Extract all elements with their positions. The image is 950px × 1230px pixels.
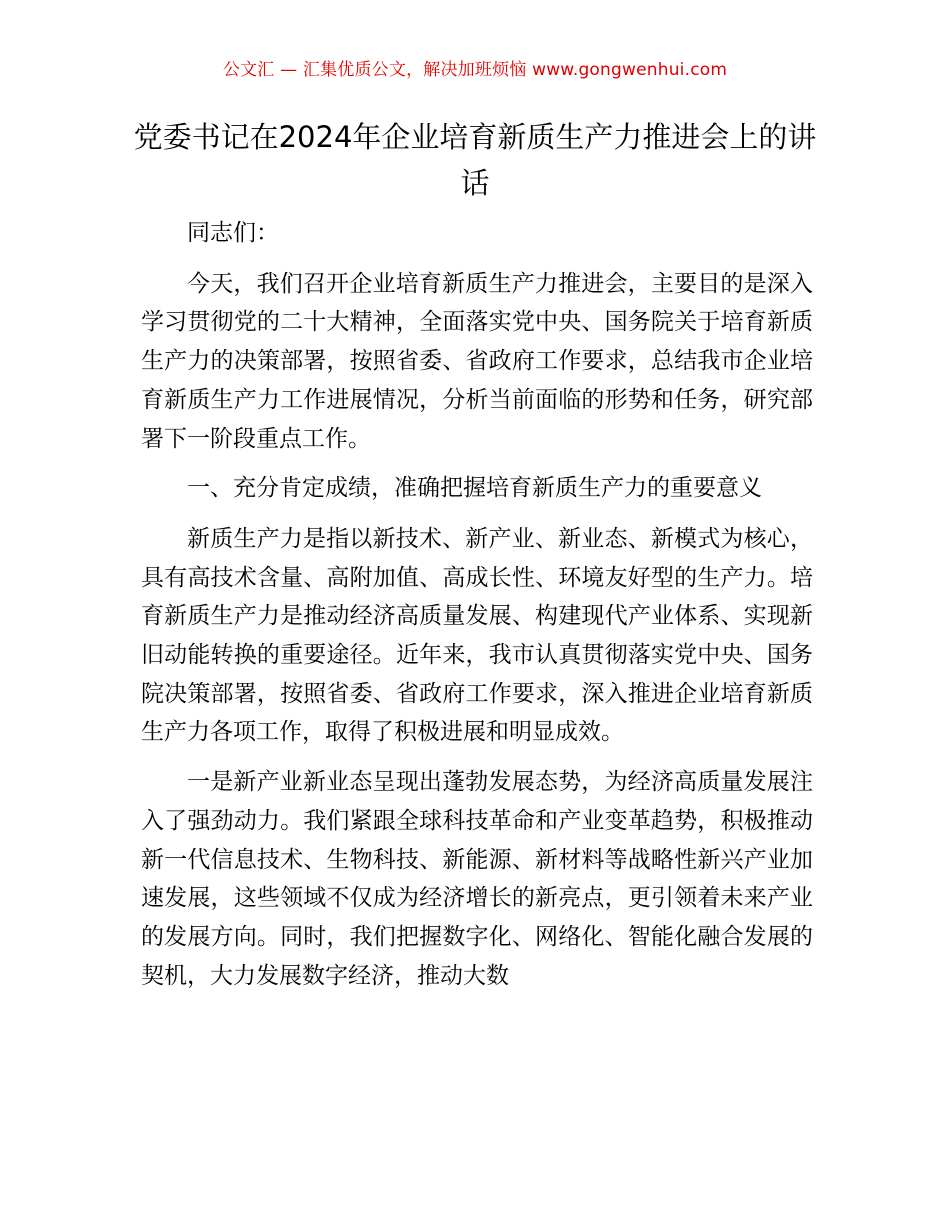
greeting: 同志们： bbox=[187, 220, 279, 246]
header-banner: 公文汇 — 汇集优质公文，解决加班烦恼 www.gongwenhui.com bbox=[222, 60, 728, 80]
document-title: 党委书记在2024年企业培育新质生产力推进会上的讲话 bbox=[133, 120, 817, 200]
paragraph-definition: 新质生产力是指以新技术、新产业、新业态、新模式为核心，具有高技术含量、高附加值、高成长性、环境友好型的生产力。培育新质生产力是推动经济高质量发展、构建现代产业体系、实现新旧动能转换的重要途径。近年来，我市认真贯彻落实党中央、国务院决策部署，按照省委、省政府工作要求，深入推进企业培育新质生产力各项工作，取得了积极进展和明显成效。 bbox=[141, 525, 813, 746]
section-heading-1: 一、充分肯定成绩，准确把握培育新质生产力的重要意义 bbox=[187, 475, 762, 502]
document-body bbox=[141, 214, 813, 1006]
paragraph-intro: 今天，我们召开企业培育新质生产力推进会，主要目的是深入学习贯彻党的二十大精神，全面落实党中央、国务院关于培育新质生产力的决策部署，按照省委、省政府工作要求，总结我市企业培育新质生产力工作进展情况，分析当前面临的形势和任务，研究部署下一阶段重点工作。 bbox=[141, 270, 813, 452]
paragraph-point-1: 一是新产业新业态呈现出蓬勃发展态势，为经济高质量发展注入了强劲动力。我们紧跟全球科技革命和产业变革趋势，积极推动新一代信息技术、生物科技、新能源、新材料等战略性新兴产业加速发展，这些领域不仅成为经济增长的新亮点，更引领着未来产业的发展方向。同时，我们把握数字化、网络化、智能化融合发展的契机，大力发展数字经济，推动大数 bbox=[141, 769, 813, 989]
